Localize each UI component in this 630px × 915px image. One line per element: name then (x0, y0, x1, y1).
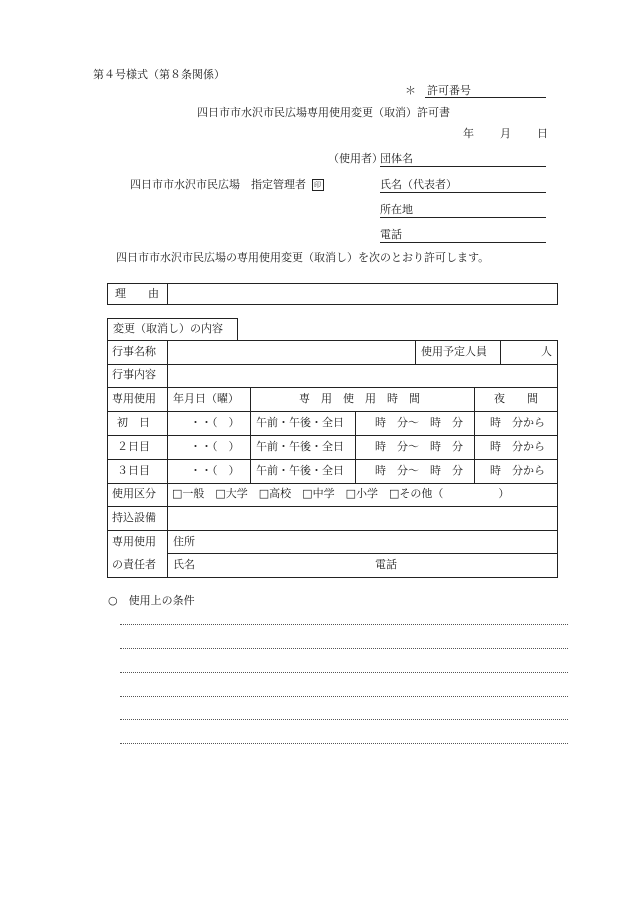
date-header: 年月日（曜） (173, 392, 239, 405)
reason-label: 理 由 (115, 287, 159, 300)
day-ampm-select[interactable]: 午前・午後・全日 (256, 416, 344, 429)
responsible-name-input[interactable] (200, 558, 360, 572)
category-label: 使用区分 (112, 487, 156, 500)
date-year: 年 (463, 127, 474, 140)
seal-icon: 印 (312, 179, 324, 191)
time-header: 専 用 使 用 時 間 (299, 392, 420, 405)
responsible-address-input[interactable] (200, 535, 550, 549)
condition-line[interactable] (120, 672, 568, 673)
day-date-input[interactable]: ・・（ ） (190, 440, 240, 453)
expected-people-input[interactable] (505, 345, 535, 359)
col-line (167, 340, 168, 578)
statement: 四日市市水沢市民広場の専用使用変更（取消し）を次のとおり許可します。 (116, 251, 490, 264)
name-label: 氏名（代表者） (380, 178, 457, 191)
permit-number-label: ＊ 許可番号 (405, 84, 471, 97)
address-label: 所在地 (380, 203, 413, 216)
row-line (107, 435, 558, 436)
condition-line[interactable] (120, 719, 568, 720)
day-label: ３日目 (117, 464, 150, 477)
reason-input[interactable] (172, 287, 552, 301)
org-field[interactable] (380, 166, 546, 167)
condition-line[interactable] (120, 743, 568, 744)
responsible-label-1: 専用使用 (112, 535, 156, 548)
day-night-input[interactable]: 時 分から (490, 464, 545, 477)
row-line (107, 364, 558, 365)
issuer-text: 四日市市水沢市民広場 指定管理者 (130, 178, 306, 191)
phone-label: 電話 (380, 228, 402, 241)
night-header: 夜 間 (494, 392, 538, 405)
event-content-input[interactable] (172, 368, 552, 382)
day-night-input[interactable]: 時 分から (490, 440, 545, 453)
exclusive-use-label: 専用使用 (112, 392, 156, 405)
event-content-label: 行事内容 (112, 368, 156, 381)
day-night-input[interactable]: 時 分から (490, 416, 545, 429)
phone-field[interactable] (380, 242, 546, 243)
col-line (415, 340, 416, 364)
day-ampm-select[interactable]: 午前・午後・全日 (256, 440, 344, 453)
category-checkboxes[interactable]: □一般 □大学 □高校 □中学 □小学 □その他（ ） (172, 487, 510, 500)
org-label: 団体名 (380, 152, 413, 165)
row-line (107, 506, 558, 507)
form-number: 第４号様式（第８条関係） (93, 68, 225, 81)
row-line (107, 483, 558, 484)
responsible-phone-label: 電話 (375, 558, 397, 571)
day-time-input[interactable]: 時 分～ 時 分 (375, 464, 463, 477)
page-title: 四日市市水沢市民広場専用使用変更（取消）許可書 (197, 106, 450, 119)
people-unit: 人 (541, 345, 552, 358)
day-time-input[interactable]: 時 分～ 時 分 (375, 416, 463, 429)
day-time-input[interactable]: 時 分～ 時 分 (375, 440, 463, 453)
responsible-label-2: の責任者 (112, 558, 156, 571)
day-ampm-select[interactable]: 午前・午後・全日 (256, 464, 344, 477)
event-name-label: 行事名称 (112, 345, 156, 358)
col-line (250, 387, 251, 483)
responsible-name-label: 氏名 (173, 558, 195, 571)
name-field[interactable] (380, 192, 546, 193)
condition-line[interactable] (120, 648, 568, 649)
condition-line[interactable] (120, 696, 568, 697)
row-line (167, 553, 558, 554)
date-day: 日 (537, 127, 548, 140)
expected-people-label: 使用予定人員 (421, 345, 487, 358)
address-field[interactable] (380, 217, 546, 218)
row-line (107, 530, 558, 531)
row-line (107, 387, 558, 388)
day-date-input[interactable]: ・・（ ） (190, 416, 240, 429)
date-month: 月 (500, 127, 511, 140)
col-line (474, 387, 475, 483)
row-line (107, 411, 558, 412)
day-label: ２日目 (117, 440, 150, 453)
col-line (355, 411, 356, 483)
equipment-input[interactable] (172, 511, 552, 525)
row-line (107, 459, 558, 460)
condition-line[interactable] (120, 624, 568, 625)
equipment-label: 持込設備 (112, 511, 156, 524)
responsible-phone-input[interactable] (402, 558, 552, 572)
permit-number-line[interactable] (425, 97, 546, 98)
conditions-label: ○ 使用上の条件 (108, 594, 195, 607)
col-line (500, 340, 501, 364)
day-label: 初 日 (117, 416, 150, 429)
change-label: 変更（取消し）の内容 (113, 322, 223, 335)
issuer (130, 178, 324, 192)
event-name-input[interactable] (172, 345, 410, 359)
day-date-input[interactable]: ・・（ ） (190, 464, 240, 477)
user-label: （使用者） (328, 152, 383, 165)
reason-divider (167, 283, 168, 305)
responsible-address-label: 住所 (173, 535, 195, 548)
